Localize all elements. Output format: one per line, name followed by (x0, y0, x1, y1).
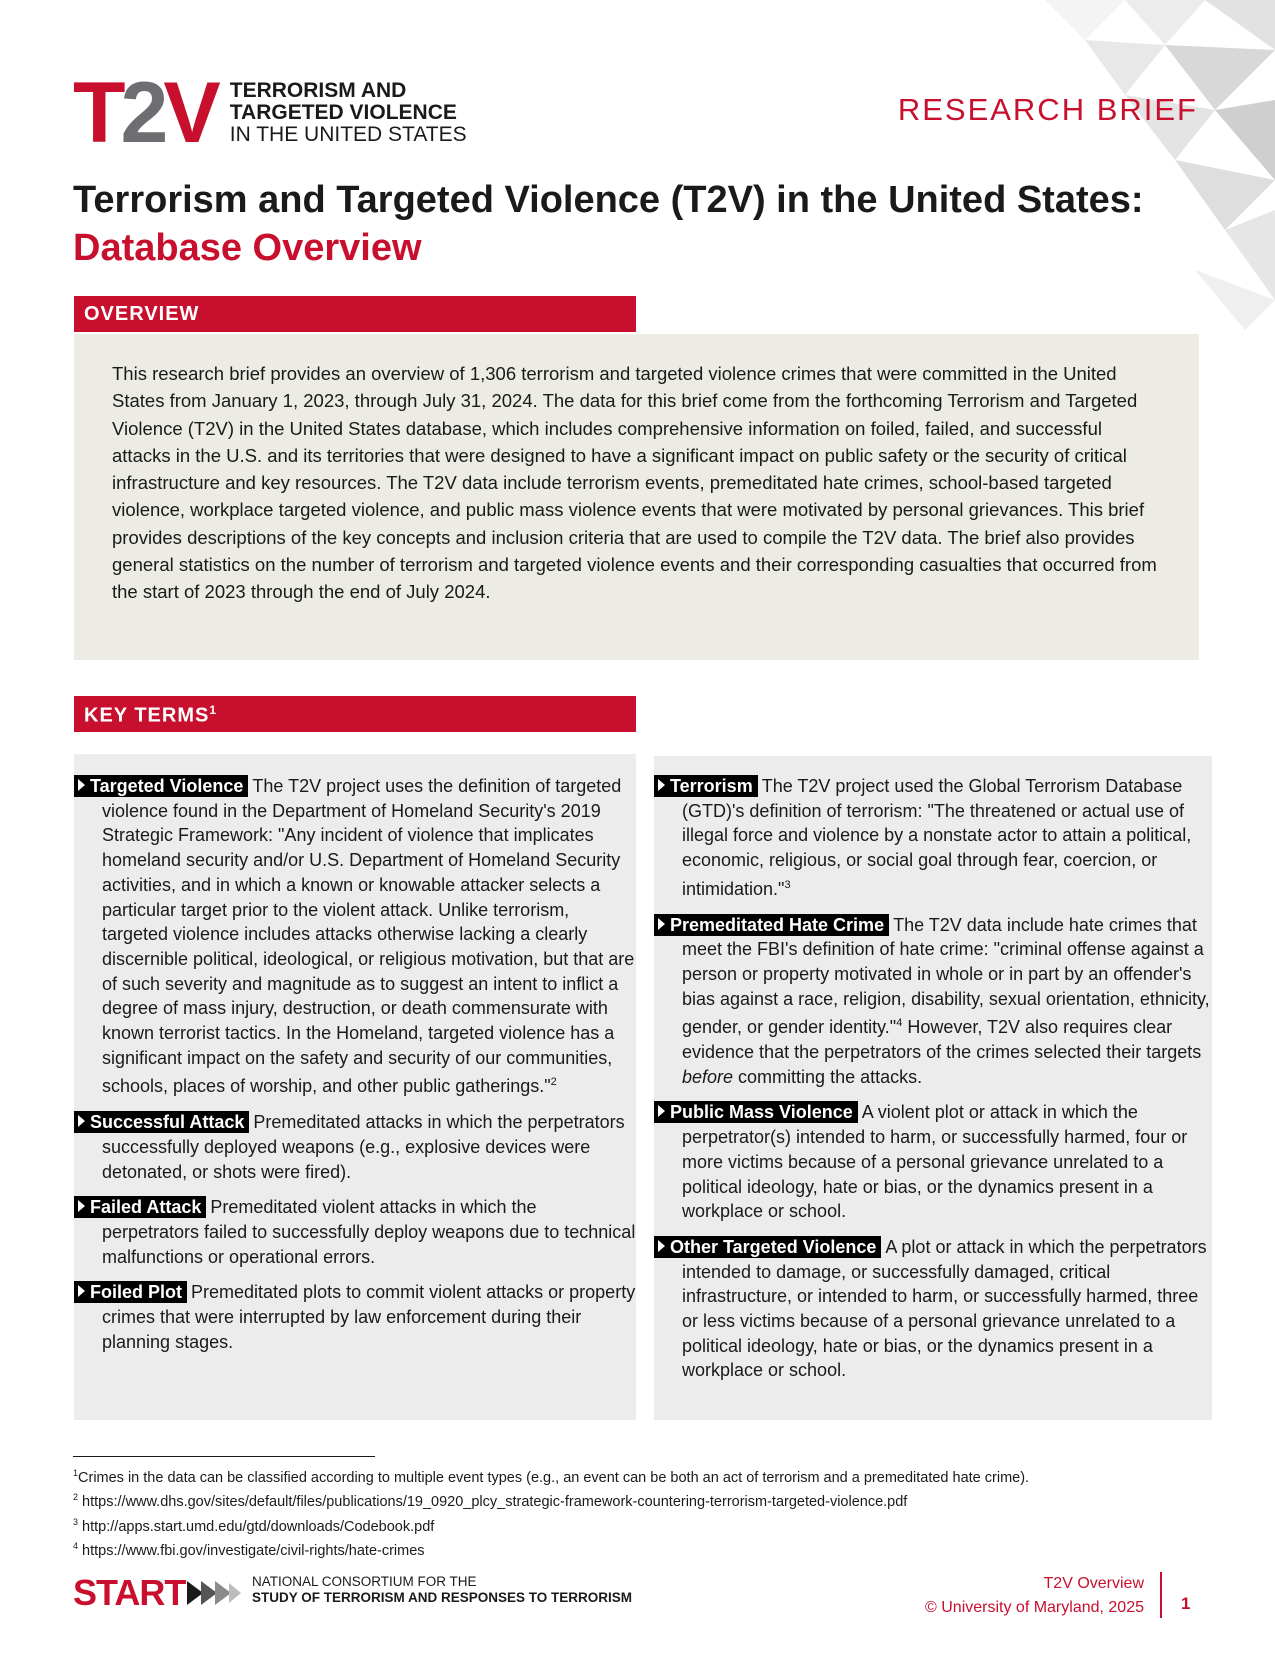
term-tag (74, 1281, 187, 1303)
logo-line-1: TERRORISM AND (229, 79, 407, 102)
term-definition-part-b: However, T2V also requires clear evidence that the perpetrators of the crimes selected their targets (682, 1017, 1202, 1063)
term-definition: Premeditated attacks in which the perpetrators successfully deployed weapons (e.g., explosive devices were detonated, or shots were fired). (102, 1112, 625, 1182)
term-label: Terrorism (670, 776, 753, 796)
overview-box (74, 334, 1199, 660)
term-label: Targeted Violence (90, 776, 244, 796)
term-label: Other Targeted Violence (670, 1236, 877, 1257)
term-other-targeted-violence (654, 1235, 1212, 1383)
t2v-logo-mark (73, 65, 216, 161)
term-definition: Premeditated plots to commit violent attacks or property crimes that were interrupted by law enforcement during their planning stages. (102, 1282, 636, 1352)
key-terms-heading (74, 696, 636, 732)
term-line (670, 1235, 1212, 1383)
footnote-number: 4 (73, 1540, 79, 1551)
term-tag (654, 1236, 881, 1258)
footnote-link[interactable]: http://apps.start.umd.edu/gtd/downloads/Codebook.pdf (82, 1518, 435, 1535)
document-type-label: RESEARCH BRIEF (897, 92, 1198, 127)
logo-letter-t: T (73, 65, 121, 161)
term-tag (74, 775, 248, 797)
footer-meta (925, 1572, 1144, 1620)
page-title (73, 176, 1213, 272)
term-label: Premeditated Hate Crime (670, 914, 885, 935)
footnotes (73, 1464, 1223, 1561)
caret-right-icon (658, 918, 665, 930)
term-definition-part-a: The T2V data include hate crimes that meet the FBI's definition of hate crime: "criminal offense against a person or property motivated in whole or in part by an offender's bias against a race, religion, disability, sexual orientation, ethnicity, gender, or gender identity." (682, 914, 1210, 1038)
overview-body: This research brief provides an overview of 1,306 terrorism and targeted violence crimes that were committed in the United States from January 1, 2023, through July 31, 2024. The data for this brief come from the forthcoming Terrorism and Targeted Violence (T2V) in the United States database, which includes comprehensive information on foiled, failed, and successful attacks in the U.S. and its territories that were designed to have a significant impact on public safety or the security of critical infrastructure and key resources. The T2V data include terrorism events, premeditated hate crimes, school-based targeted violence, workplace targeted violence, and public mass violence events that were motivated by personal grievances. This brief provides descriptions of the key concepts and inclusion criteria that are used to compile the T2V data. The brief also provides general statistics on the number of terrorism and targeted violence events and their corresponding casualties that occurred from the start of 2023 through the end of July 2024. (112, 363, 1157, 603)
term-line (90, 1110, 636, 1184)
start-wordmark: START (73, 1572, 186, 1613)
term-label: Successful Attack (90, 1112, 245, 1133)
consortium-line-1: NATIONAL CONSORTIUM FOR THE (252, 1574, 477, 1589)
term-tag (654, 914, 889, 936)
caret-right-icon (78, 1115, 85, 1127)
term-label: Public Mass Violence (670, 1102, 853, 1123)
term-definition: A violent plot or attack in which the perpetrator(s) intended to harm, or successfully harmed, four or more victims because of a personal grievance unrelated to a political ideology, hate or bias, or the dynamics present in a workplace or school. (682, 1102, 1188, 1222)
term-line (90, 1195, 636, 1269)
footnote-link[interactable]: https://www.dhs.gov/sites/default/files/publications/19_0920_plcy_strategic-framework-countering-terrorism-targeted-violence.pdf (82, 1494, 908, 1511)
footer-divider (1160, 1572, 1162, 1618)
footnote-3[interactable] (73, 1513, 1223, 1537)
key-terms-footnote-ref: 1 (209, 703, 218, 717)
term-terrorism (654, 774, 1212, 902)
term-tag (74, 1111, 249, 1133)
term-definition: Premeditated violent attacks in which the perpetrators failed to successfully deploy weapons due to technical malfunctions or operational errors. (102, 1197, 636, 1267)
footnote-number: 1 (73, 1468, 79, 1478)
footnote-ref: 2 (550, 1076, 557, 1089)
term-line (90, 774, 636, 1099)
page-title-main: Terrorism and Targeted Violence (T2V) in the United States: (73, 179, 1144, 221)
logo-wordmark (230, 80, 467, 146)
footer-doc-label: T2V Overview (1043, 1575, 1144, 1592)
term-definition: The T2V project uses the definition of targeted violence found in the Department of Homeland Security's 2019 Strategic Framework: "Any incident of violence that implicates homeland security and/or U.S. Department of Homeland Security activities, and in which a known or knowable attacker selects a particular target prior to the violent attack. Unlike terrorism, targeted violence includes attacks otherwise lacking a clearly discernible political, ideological, or religious motivation, but that are of such severity and magnitude as to suggest an intent to inflict a degree of mass injury, destruction, or death commensurate with known terrorist tactics. In the Homeland, targeted violence has a significant impact on the safety and security of our communities, schools, places of worship, and other public gatherings." (102, 776, 635, 1097)
caret-right-icon (78, 1285, 85, 1297)
footnote-2[interactable] (73, 1488, 1223, 1512)
consortium-name (252, 1574, 632, 1606)
key-terms-right-column (654, 756, 1212, 1420)
key-terms-heading-text: KEY TERMS (84, 704, 210, 727)
footnote-number: 2 (73, 1492, 79, 1503)
term-tag (654, 1101, 858, 1123)
term-line (670, 1100, 1212, 1224)
overview-heading: OVERVIEW (74, 296, 636, 332)
term-tag (654, 775, 758, 797)
term-failed-attack (74, 1195, 636, 1269)
page-title-sub: Database Overview (73, 227, 422, 269)
term-definition-part-c: committing the attacks. (733, 1066, 923, 1087)
term-successful-attack (74, 1110, 636, 1184)
logo-line-2: TARGETED VIOLENCE (229, 101, 457, 124)
page-number: 1 (1181, 1594, 1191, 1613)
term-line (90, 1280, 636, 1354)
term-foiled-plot (74, 1280, 636, 1354)
footnote-ref: 3 (784, 878, 791, 891)
term-label: Failed Attack (90, 1197, 202, 1218)
footnote-number: 3 (73, 1516, 79, 1527)
caret-right-icon (658, 779, 665, 791)
term-line (670, 774, 1212, 902)
decorative-triangle-pattern (975, 0, 1275, 330)
logo-line-3: IN THE UNITED STATES (229, 123, 467, 146)
term-premeditated-hate-crime (654, 913, 1212, 1090)
footnote-1 (73, 1464, 1223, 1488)
footnote-ref: 4 (896, 1017, 903, 1030)
footnote-link[interactable]: https://www.fbi.gov/investigate/civil-rights/hate-crimes (82, 1542, 425, 1559)
logo-letter-v: V (163, 65, 216, 161)
caret-right-icon (78, 1200, 85, 1212)
term-public-mass-violence (654, 1100, 1212, 1224)
start-arrows-icon (187, 1578, 243, 1608)
caret-right-icon (658, 1240, 665, 1252)
term-tag (74, 1196, 206, 1218)
term-targeted-violence (74, 774, 636, 1099)
key-terms-left-column (74, 754, 636, 1420)
footer-copyright: © University of Maryland, 2025 (925, 1599, 1144, 1616)
term-definition-emphasis: before (682, 1066, 734, 1087)
footnote-divider (73, 1456, 375, 1457)
logo-letter-2: 2 (120, 65, 164, 161)
term-definition: The T2V project used the Global Terrorism Database (GTD)'s definition of terrorism: "The threatened or actual use of illegal force and violence by a nonstate actor to attain a political, economic, religious, or social goal through fear, coercion, or intimidation." (682, 776, 1192, 899)
caret-right-icon (658, 1105, 665, 1117)
term-label: Foiled Plot (90, 1282, 182, 1303)
start-logo (73, 1572, 243, 1614)
t2v-logo (73, 65, 467, 161)
term-line (670, 913, 1212, 1090)
consortium-line-2: STUDY OF TERRORISM AND RESPONSES TO TERRORISM (252, 1590, 633, 1605)
footnote-4[interactable] (73, 1537, 1223, 1561)
caret-right-icon (78, 779, 85, 791)
footnote-text: Crimes in the data can be classified according to multiple event types (e.g., an event can be both an act of terrorism and a premeditated hate crime). (78, 1469, 1030, 1486)
term-definition: A plot or attack in which the perpetrators intended to damage, or successfully damaged, critical infrastructure, or intended to harm, or successfully harmed, three or less victims because of a personal grievance unrelated to a political ideology, hate or bias, or the dynamics present in a workplace or school. (682, 1236, 1207, 1381)
